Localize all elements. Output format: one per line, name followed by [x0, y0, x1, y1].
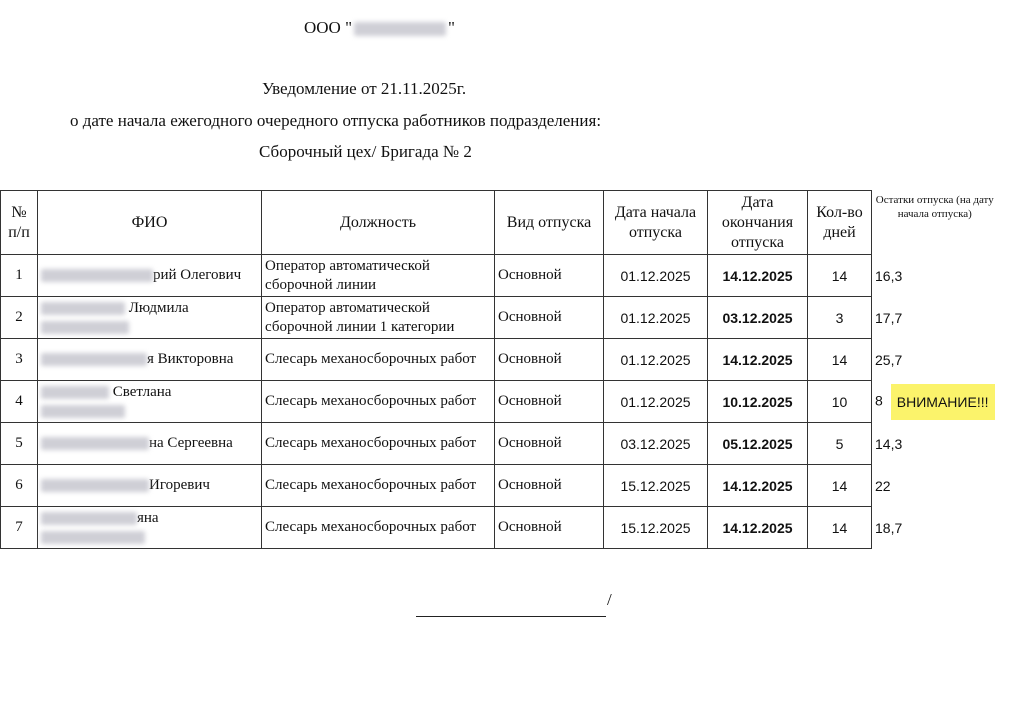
- cell-position: Слесарь механосборочных работ: [262, 423, 495, 465]
- table-row: [1, 255, 999, 297]
- table-row: [1, 339, 999, 381]
- table-row: [1, 381, 999, 423]
- table-header-row: [1, 191, 999, 255]
- cell-num: 3: [1, 339, 38, 381]
- redacted-name: [41, 437, 149, 450]
- fio-visible: на Сергеевна: [149, 435, 233, 451]
- cell-start: 01.12.2025: [604, 339, 708, 381]
- company-prefix: ООО ": [304, 18, 353, 37]
- cell-end: 10.12.2025: [708, 381, 808, 423]
- cell-position: Слесарь механосборочных работ: [262, 339, 495, 381]
- header-position: Должность: [262, 191, 495, 255]
- cell-end: 05.12.2025: [708, 423, 808, 465]
- header-days: Кол-во дней: [808, 191, 872, 255]
- company-name: [304, 18, 455, 38]
- cell-days: 14: [808, 255, 872, 297]
- table-row: [1, 507, 999, 549]
- cell-remainder: 16,3: [875, 267, 903, 284]
- cell-fio: [38, 423, 262, 465]
- cell-remainder: [872, 381, 999, 423]
- department-line: Сборочный цех/ Бригада № 2: [259, 142, 472, 161]
- redacted-company-name: [354, 22, 446, 36]
- cell-end: 14.12.2025: [708, 255, 808, 297]
- redacted-name: [41, 386, 109, 399]
- cell-remainder: 22: [875, 477, 891, 494]
- cell-num: 4: [1, 381, 38, 423]
- redacted-name: [41, 512, 137, 525]
- cell-num: 6: [1, 465, 38, 507]
- cell-fio: [38, 297, 262, 339]
- cell-fio: [38, 507, 262, 549]
- cell-num: 5: [1, 423, 38, 465]
- cell-start: 03.12.2025: [604, 423, 708, 465]
- cell-type: Основной: [495, 465, 604, 507]
- cell-type: Основной: [495, 507, 604, 549]
- redacted-name: [41, 269, 153, 282]
- cell-days: 5: [808, 423, 872, 465]
- cell-remainder: 25,7: [875, 351, 903, 368]
- cell-end: 03.12.2025: [708, 297, 808, 339]
- signature-slash: /: [607, 590, 612, 609]
- fio-visible: я Викторовна: [147, 351, 234, 367]
- fio-visible: яна: [137, 509, 159, 526]
- redacted-name: [41, 321, 129, 334]
- header-start: Дата начала отпуска: [604, 191, 708, 255]
- table-row: [1, 465, 999, 507]
- cell-position: Слесарь механосборочных работ: [262, 507, 495, 549]
- cell-start: 01.12.2025: [604, 297, 708, 339]
- header-end: Дата окончания отпуска: [708, 191, 808, 255]
- cell-days: 14: [808, 339, 872, 381]
- redacted-name: [41, 353, 147, 366]
- cell-start: 01.12.2025: [604, 255, 708, 297]
- fio-visible: Игоревич: [149, 477, 210, 493]
- cell-remainder: 18,7: [875, 519, 903, 536]
- cell-fio: [38, 339, 262, 381]
- cell-fio: [38, 381, 262, 423]
- table-row: [1, 297, 999, 339]
- cell-num: 7: [1, 507, 38, 549]
- cell-type: Основной: [495, 255, 604, 297]
- cell-remainder: 14,3: [875, 435, 903, 452]
- fio-visible: Людмила: [128, 299, 189, 316]
- cell-days: 14: [808, 465, 872, 507]
- cell-days: 10: [808, 381, 872, 423]
- header-type: Вид отпуска: [495, 191, 604, 255]
- header-remainder: Остатки отпуска (на дату начала отпуска): [875, 193, 994, 220]
- redacted-name: [41, 302, 125, 315]
- fio-visible: Светлана: [112, 383, 172, 400]
- fio-visible: рий Олегович: [153, 267, 242, 283]
- cell-days: 3: [808, 297, 872, 339]
- table-row: [1, 423, 999, 465]
- redacted-name: [41, 531, 145, 544]
- cell-start: 01.12.2025: [604, 381, 708, 423]
- notice-subtitle: о дате начала ежегодного очередного отпуска работников подразделения:: [70, 111, 602, 130]
- cell-remainder: 17,7: [875, 309, 903, 326]
- header-num: № п/п: [1, 191, 38, 255]
- cell-position: Оператор автоматической сборочной линии 1 категории: [262, 297, 495, 339]
- cell-position: Оператор автоматической сборочной линии: [262, 255, 495, 297]
- warning-badge: ВНИМАНИЕ!!!: [891, 384, 995, 420]
- cell-start: 15.12.2025: [604, 465, 708, 507]
- cell-type: Основной: [495, 339, 604, 381]
- company-suffix: ": [448, 18, 455, 37]
- cell-start: 15.12.2025: [604, 507, 708, 549]
- redacted-name: [41, 405, 125, 418]
- cell-end: 14.12.2025: [708, 339, 808, 381]
- cell-end: 14.12.2025: [708, 465, 808, 507]
- cell-position: Слесарь механосборочных работ: [262, 381, 495, 423]
- cell-end: 14.12.2025: [708, 507, 808, 549]
- cell-num: 1: [1, 255, 38, 297]
- cell-num: 2: [1, 297, 38, 339]
- cell-days: 14: [808, 507, 872, 549]
- vacation-table: [0, 190, 999, 549]
- cell-fio: [38, 255, 262, 297]
- cell-type: Основной: [495, 381, 604, 423]
- signature-line: [416, 600, 606, 617]
- cell-type: Основной: [495, 423, 604, 465]
- cell-position: Слесарь механосборочных работ: [262, 465, 495, 507]
- remainder-value: 8: [875, 392, 883, 409]
- cell-type: Основной: [495, 297, 604, 339]
- redacted-name: [41, 479, 149, 492]
- header-fio: ФИО: [38, 191, 262, 255]
- notice-title: Уведомление от 21.11.2025г.: [262, 79, 467, 98]
- cell-fio: [38, 465, 262, 507]
